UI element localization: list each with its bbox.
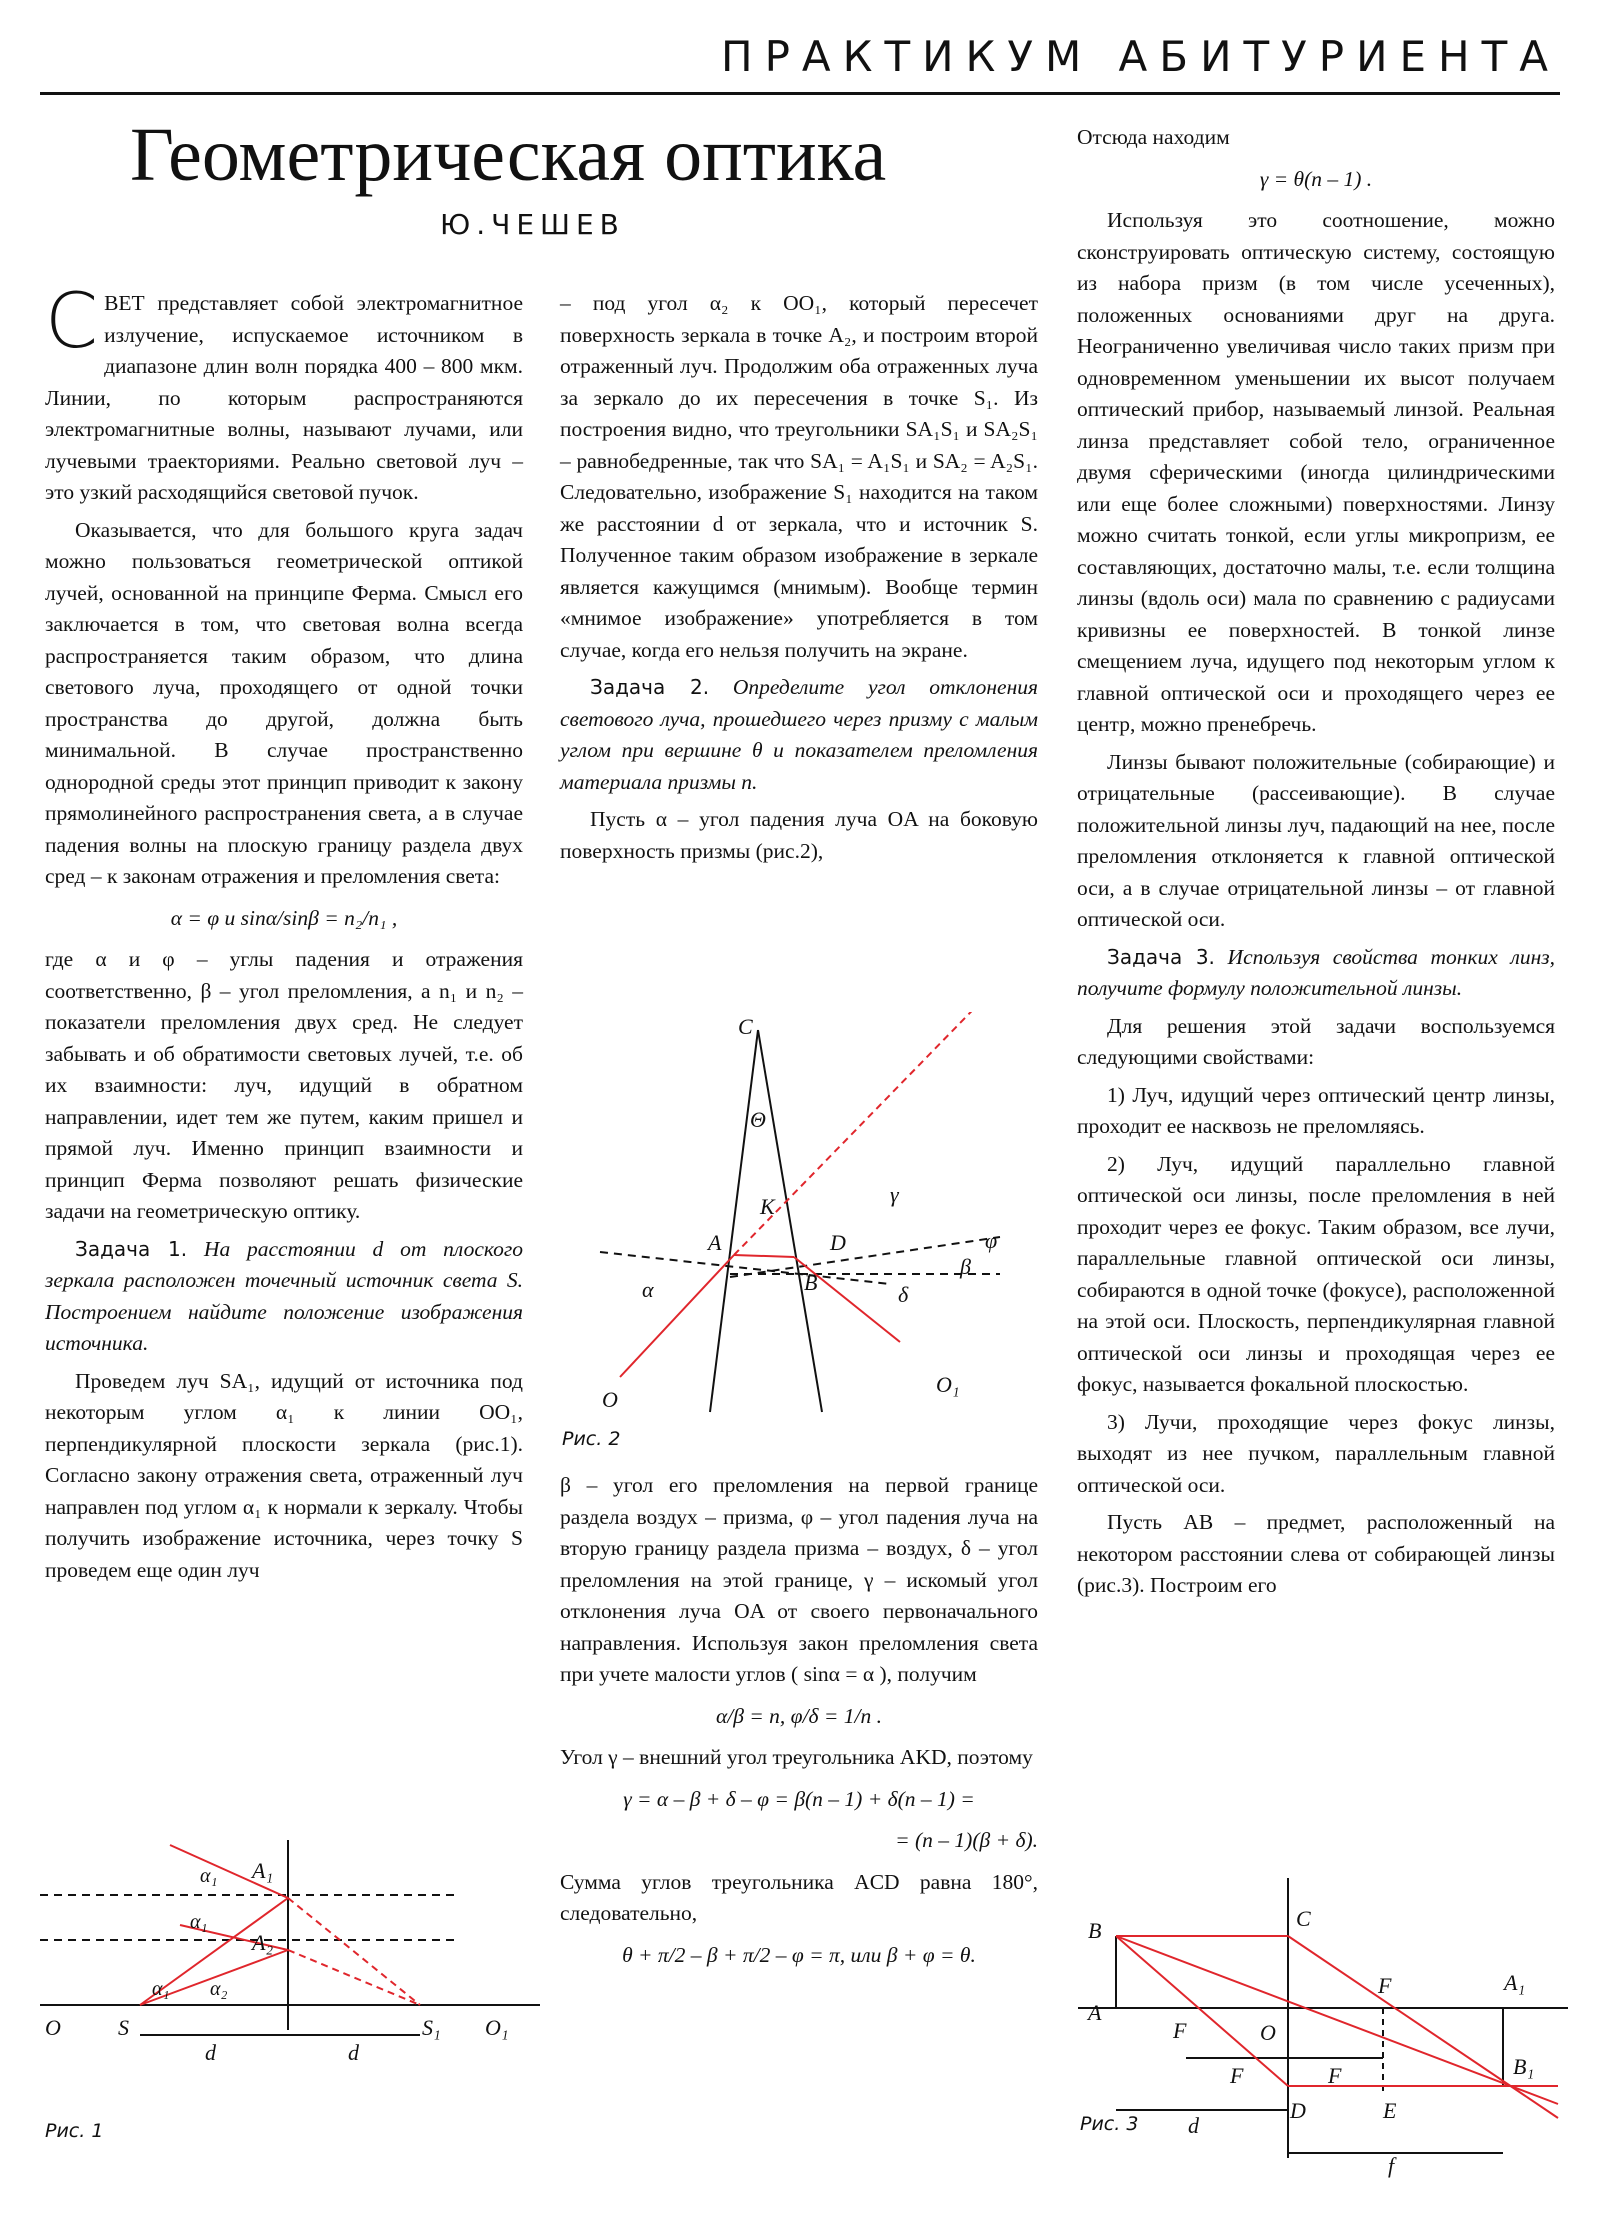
label-d-right: d xyxy=(348,2040,359,2065)
label-a1: A₁ xyxy=(1504,1970,1526,1995)
figure-2 xyxy=(560,1012,1040,1432)
label-alpha1-top: α₁ xyxy=(200,1865,218,1887)
label-k: K xyxy=(760,1194,775,1219)
label-c: C xyxy=(1296,1906,1311,1931)
prism-face-right xyxy=(758,1030,822,1412)
label-alpha1-mid: α₁ xyxy=(190,1911,208,1933)
paragraph: Для решения этой задачи воспользуемся следующими свойствами: xyxy=(1077,1013,1555,1069)
paragraph: Пусть α – угол падения луча OA на боковую поверхность призмы (рис.2), xyxy=(560,807,1038,863)
task-text: Определите угол отклонения светового луча, прошедшего через призму с малым углом при вершине θ и показателем преломления материала призмы n. xyxy=(560,675,1038,794)
label-s: S xyxy=(118,2015,129,2040)
label-a2: A₂ xyxy=(252,1930,274,1955)
label-a1: A₁ xyxy=(252,1858,274,1883)
paragraph: Угол γ – внешний угол треугольника AKD, поэтому xyxy=(560,1745,1033,1769)
label-c: C xyxy=(738,1014,753,1039)
ray-extension-2 xyxy=(288,1950,420,2005)
label-d: d xyxy=(1188,2113,1199,2138)
figure-1-caption: Рис. 1 xyxy=(45,2120,104,2142)
task-text: Используя свойства тонких линз, получите формулу положительной линзы. xyxy=(1077,944,1555,1000)
paragraph: Проведем луч SA₁, идущий от источника под некоторым углом α₁ к линии OO₁, перпендикулярной плоскости зеркала (рис.1). Согласно закону отражения света, отраженный луч направлен под углом α₁ к нормали к зеркалу. Чтобы получить изображение источника, через точку S проведем еще один луч xyxy=(45,1368,523,1582)
article-title: Геометрическая оптика xyxy=(130,113,887,197)
label-o: O xyxy=(45,2015,61,2040)
column-2 xyxy=(560,288,1038,873)
label-f-seg-left: F xyxy=(1230,2063,1244,2088)
label-d: D xyxy=(830,1230,846,1255)
prism-face-left xyxy=(710,1030,758,1412)
ray-extension-1 xyxy=(288,1898,420,2005)
figure-1 xyxy=(40,1830,540,2160)
label-a: A xyxy=(708,1230,722,1255)
equation: θ + π/2 – β + π/2 – φ = π, или β + φ = θ. xyxy=(622,1942,976,1967)
paragraph: Линзы бывают положительные (собирающие) и отрицательные (рассеивающие). В случае положительной линзы луч, падающий на нее, после преломления отклоняется к главной оптической оси, а в случае отрицательной линзы – от главной оптической оси. xyxy=(1077,749,1555,931)
paragraph: 1) Луч, идущий через оптический центр линзы, проходит ее насквозь не преломляясь. xyxy=(1077,1082,1555,1138)
paragraph: Отсюда находим xyxy=(1077,125,1230,149)
label-e: E xyxy=(1383,2098,1397,2123)
label-d-left: d xyxy=(205,2040,216,2065)
column-1 xyxy=(45,276,523,1592)
equation: γ = θ(n – 1) . xyxy=(1259,166,1373,191)
label-b: B xyxy=(1088,1918,1102,1943)
equation: α = φ и sinα/sinβ = n₂/n₁ , xyxy=(170,905,398,930)
task-heading: Задача 3. xyxy=(1107,944,1215,969)
label-alpha2: α₂ xyxy=(210,1978,228,2000)
paragraph: Сумма углов треугольника ACD равна 180°, следовательно, xyxy=(560,1869,1038,1925)
paragraph: где α и φ – углы падения и отражения соответственно, β – угол преломления, а n₁ и n₂ – показатели преломления двух сред. Не следует забывать и об обратимости световых лучей, т.е. об их взаимности: луч, идущий в обратном направлении, идет тем же путем, каким пришел и прямой луч. Именно принцип взаимности и принцип Ферма позволяют решать физические задачи на геометрическую оптику. xyxy=(45,947,523,1223)
refracted-ray xyxy=(734,1255,794,1257)
label-d-point: D xyxy=(1290,2098,1306,2123)
paragraph xyxy=(45,276,523,509)
label-a: A xyxy=(1088,2000,1102,2025)
equation: = (n – 1)(β + δ). xyxy=(895,1828,1038,1852)
paragraph: Оказывается, что для большого круга задач можно пользоваться геометрической оптикой лучей, основанной на принципе Ферма. Смысл его заключается в том, что световая волна всегда распространяется таким образом, что длина светового луча, проходящего от одной точки пространства до другой, должна быть минимальной. В случае пространственно однородной среды этот принцип приводит к закону прямолинейного распространения света, а в случае падения волны на плоскую границу раздела двух сред – к законам отражения и преломления света: xyxy=(45,517,523,888)
dropcap: С xyxy=(45,276,99,365)
label-f: f xyxy=(1388,2153,1395,2178)
label-b: B xyxy=(804,1270,818,1295)
label-b1: B₁ xyxy=(1513,2054,1535,2079)
task-text: На расстоянии d от плоского зеркала расположен точечный источник света S. Построением найдите положение изображения источника. xyxy=(45,1236,523,1355)
label-f-right: F xyxy=(1378,1973,1392,1998)
label-alpha1-low: α₁ xyxy=(152,1978,170,2000)
task-3 xyxy=(1077,942,1555,1005)
label-beta: β xyxy=(960,1254,971,1279)
article-author: Ю.ЧЕШЕВ xyxy=(440,208,625,241)
paragraph: Пусть AB – предмет, расположенный на некотором расстоянии слева от собирающей линзы (рис.3). Построим его xyxy=(1077,1510,1555,1597)
paragraph: Используя это соотношение, можно сконструировать оптическую систему, состоящую из набора призм (в том числе усеченных), положенных основаниями друг на друга. Неограниченно увеличивая число таких призм при одновременном уменьшении их высот получаем оптический прибор, называемый линзой. Реальная линза представляет собой тело, ограниченное двумя сферическими (иногда цилиндрическими или еще более сложными) поверхностями. Линзу можно считать тонкой, если углы микропризм, ее составляющих, достаточно малы, т.е. если толщина линзы (вдоль оси) мала по сравнению с радиусами кривизны ее поверхностей. В тонкой линзе смещением луча, идущего под некоторым углом к главной оптической оси и проходящего через ее центр, можно пренебречь. xyxy=(1077,208,1555,736)
label-s1: S₁ xyxy=(422,2015,441,2040)
label-theta: Θ xyxy=(750,1107,766,1132)
paragraph: β – угол его преломления на первой границе раздела воздух – призма, φ – угол падения луча на вторую границу раздела призма – воздух, δ – угол преломления на этой границе, γ – искомый угол отклонения луча OA от своего первоначального направления. Используя закон преломления света при учете малости углов ( sinα = α ), получим xyxy=(560,1473,1038,1686)
column-3 xyxy=(1077,122,1555,1608)
paragraph: 3) Лучи, проходящие через фокус линзы, выходят из нее пучком, параллельным главной оптической оси. xyxy=(1077,1409,1555,1497)
column-2-lower xyxy=(560,1470,1038,1981)
task-1 xyxy=(45,1234,523,1360)
paragraph: – под угол α₂ к OO₁, который пересечет поверхность зеркала в точке A₂, и построим второй отраженный луч. Продолжим оба отраженных луча за зеркало до их пересечения в точке S₁. Из построения видно, что треугольники SA₁S₁ и SA₂S₁ – равнобедренные, так что SA₁ = A₁S₁ и SA₂ = A₂S₁. Следовательно, изображение S₁ находится на таком же расстоянии d от зеркала, что и источник S. Полученное таким образом изображение в зеркале является кажущимся (мнимым). Вообще термин «мнимое изображение» употребляется в том случае, когда его нельзя получить на экране. xyxy=(560,291,1038,662)
label-o1: O₁ xyxy=(936,1372,960,1397)
equation: γ = α – β + δ – φ = β(n – 1) + δ(n – 1) = xyxy=(623,1786,975,1811)
figure-2-caption: Рис. 2 xyxy=(562,1428,621,1450)
section-header: ПРАКТИКУМ АБИТУРИЕНТА xyxy=(721,32,1560,81)
header-rule xyxy=(40,92,1560,95)
label-o1: O₁ xyxy=(485,2015,509,2040)
label-o: O xyxy=(1260,2020,1276,2045)
focal-ray xyxy=(1116,1936,1288,2086)
label-o: O xyxy=(602,1387,618,1412)
label-delta: δ xyxy=(898,1282,909,1307)
figure-3 xyxy=(1078,1868,1568,2178)
equation: α/β = n, φ/δ = 1/n . xyxy=(715,1703,883,1728)
task-2 xyxy=(560,672,1038,798)
label-f-left: F xyxy=(1173,2018,1187,2043)
paragraph-text: ВЕТ представляет собой электромагнитное излучение, испускаемое источником в диапазоне длин волн порядка 400 – 800 мкм. Линии, по которым распространяются электромагнитные волны, называют лучами, или лучевыми траекториями. Реально световой луч – это узкий расходящийся световой пучок. xyxy=(45,291,523,504)
label-gamma: γ xyxy=(890,1182,899,1207)
paragraph: 2) Луч, идущий параллельно главной оптической оси линзы, после преломления в ней проходит через ее фокус. Таким образом, все лучи, параллельные главной оптической оси линзы, собираются в одной точке (фокусе), расположенной на этой оси. Плоскость, перпендикулярная главной оптической оси линзы и проходящая через ее фокус, называется фокальной плоскостью. xyxy=(1077,1151,1555,1396)
task-heading: Задача 2. xyxy=(590,675,710,699)
figure-3-caption: Рис. 3 xyxy=(1080,2113,1139,2135)
parallel-ray-refracted xyxy=(1288,1936,1558,2118)
task-heading: Задача 1. xyxy=(75,1236,188,1261)
label-phi: φ xyxy=(985,1228,998,1253)
label-f-seg-right: F xyxy=(1328,2063,1342,2088)
label-alpha: α xyxy=(642,1277,654,1302)
